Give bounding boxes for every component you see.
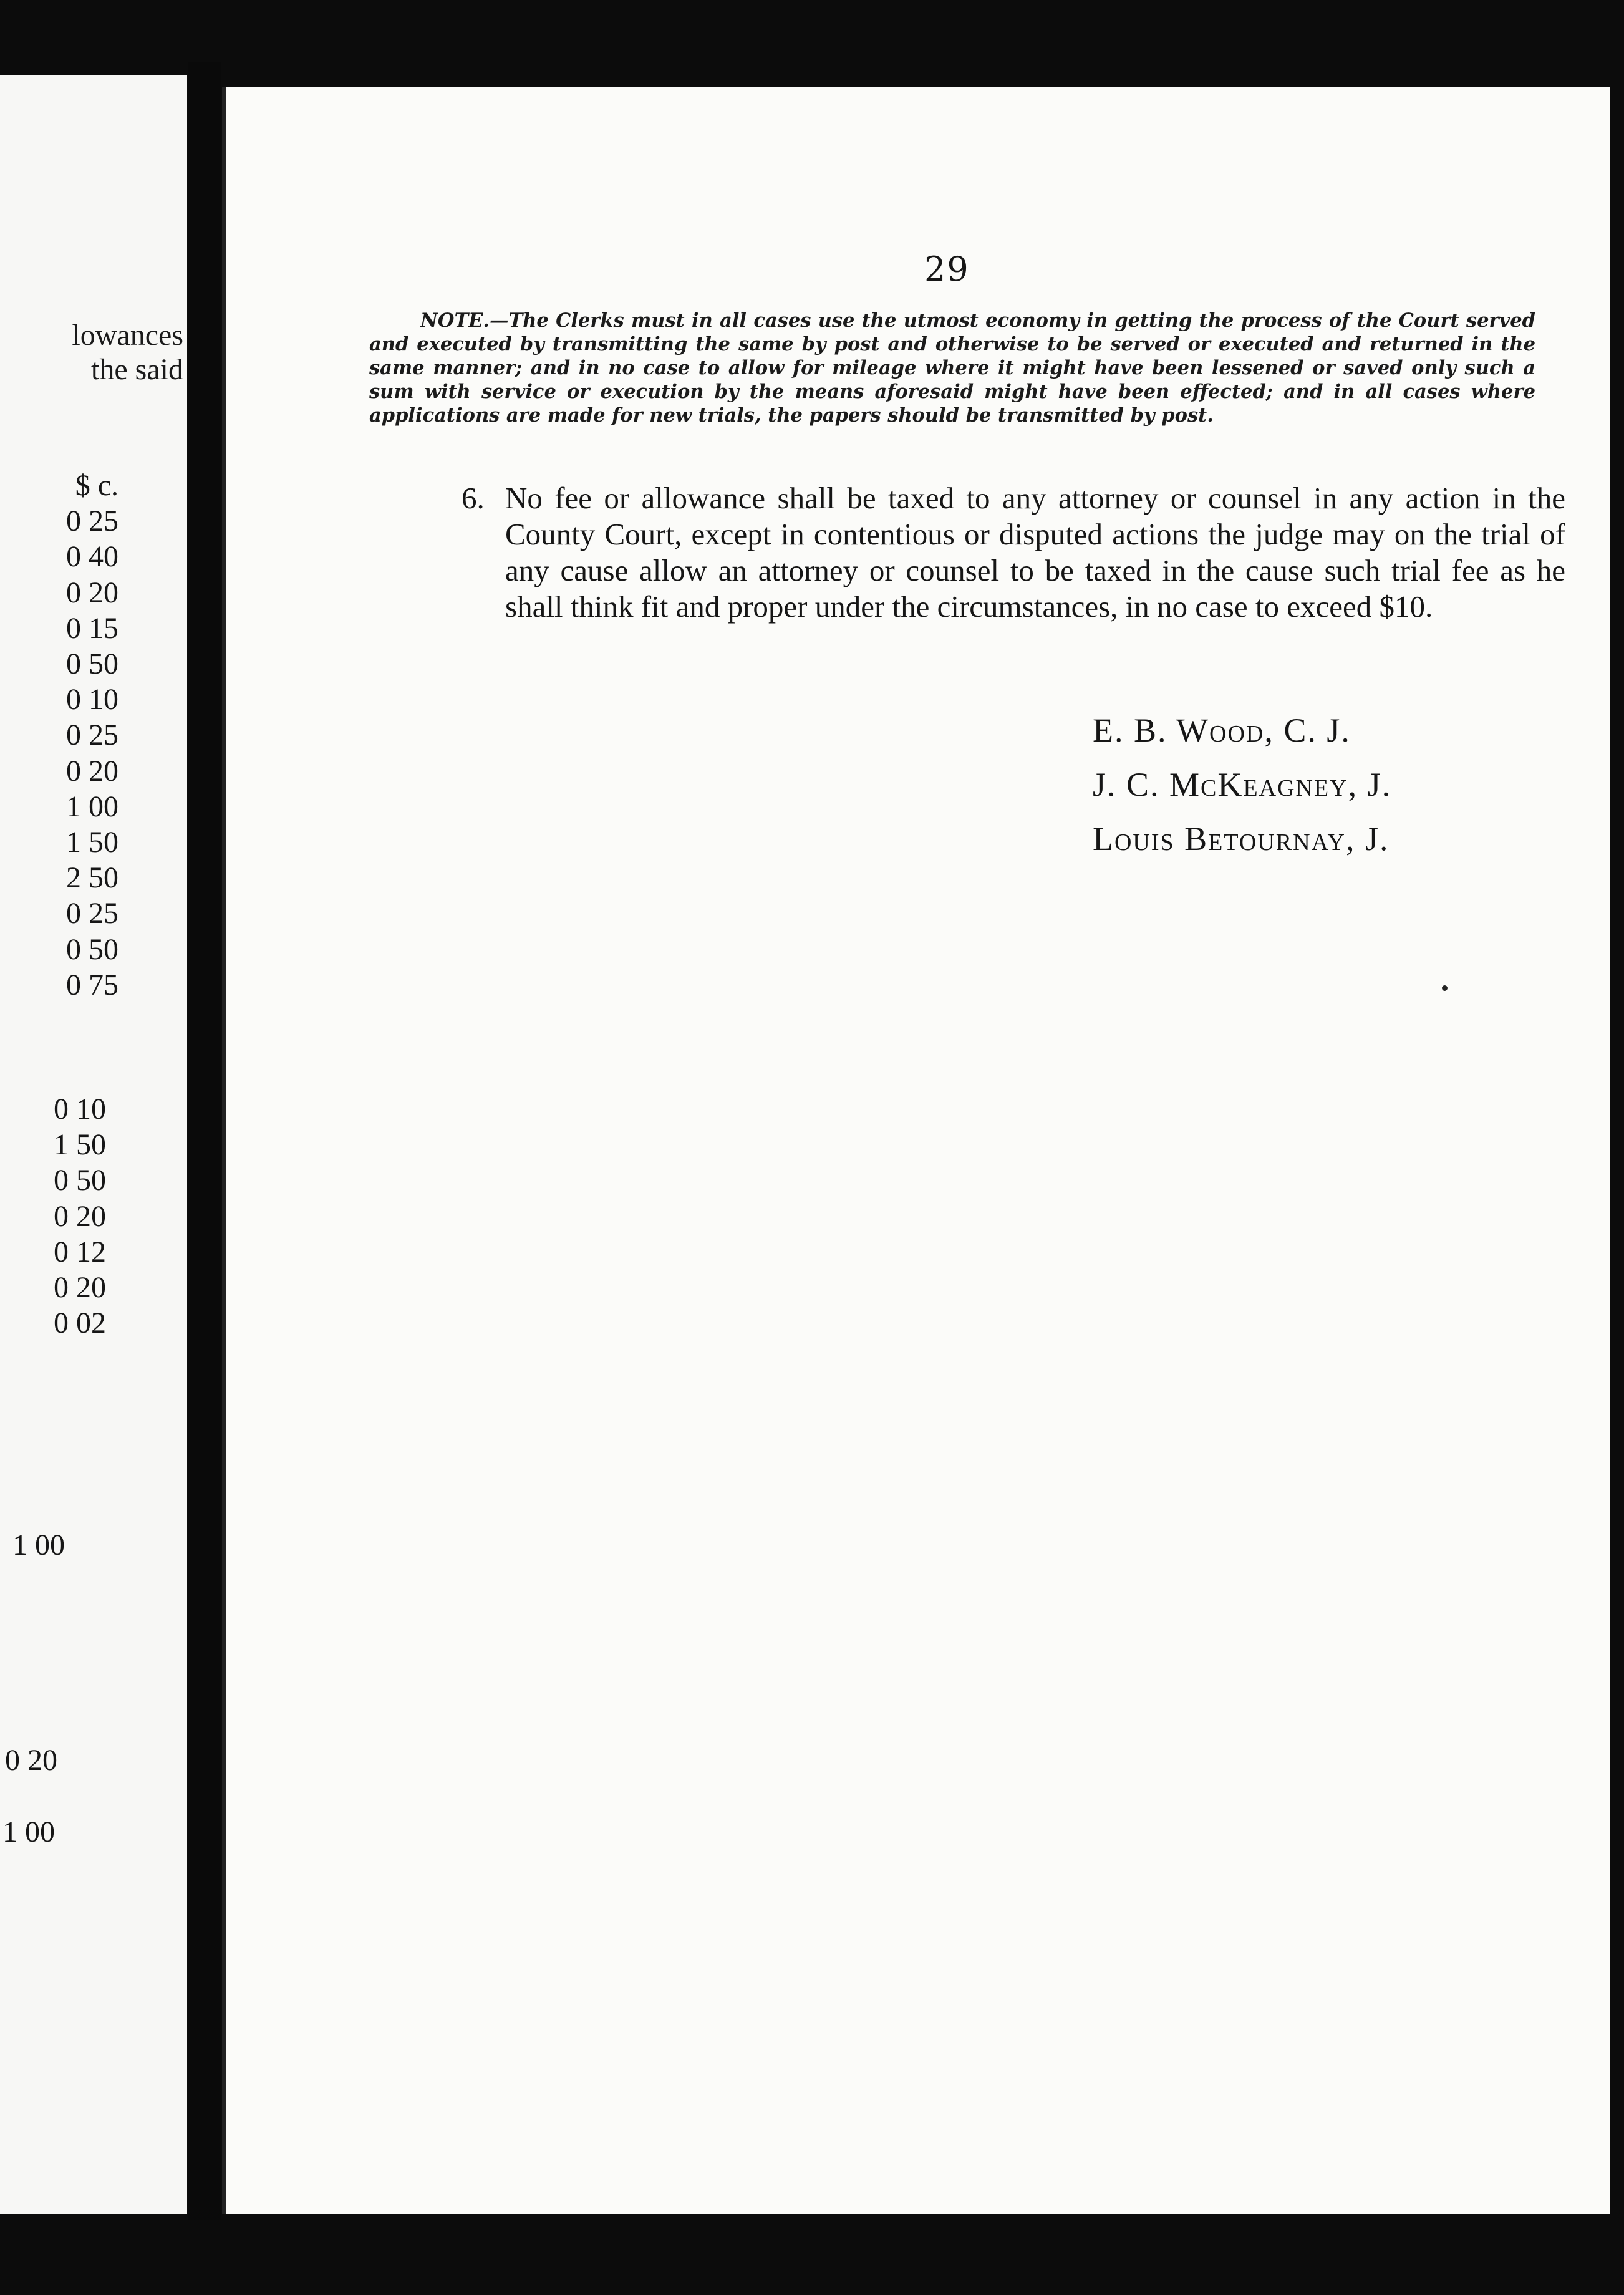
amount: 0 50 <box>66 647 118 681</box>
signature-line: E. B. Wood, C. J. <box>1093 712 1351 749</box>
amount: 2 50 <box>66 861 118 895</box>
note-text: —The Clerks must in all cases use the utmost economy in getting the process of the Court served and executed by transmitting the same by post and otherwise to be served or executed and returned in the same manner; and in no case to allow for mileage where it might have been lessened or saved only such a sum with service or execution by the means aforesaid might have been effected; and in all cases where applications are made for new trials, the papers should be transmitted by post. <box>369 309 1535 427</box>
note-block <box>369 309 1535 427</box>
paragraph-text: No fee or allowance shall be taxed to any attorney or counsel in any action in the County Court, except in contentious or disputed actions the judge may on the trial of any cause allow an attorney or counsel to be taxed in the cause such trial fee as he shall think fit and proper under the circumstances, in no case to exceed $10. <box>505 481 1565 624</box>
amount: 0 20 <box>66 576 118 609</box>
amount: 0 20 <box>66 754 118 788</box>
left-page-heading-fragment: the said <box>91 353 183 386</box>
amount: 0 75 <box>66 968 118 1002</box>
amount: 0 25 <box>66 897 118 930</box>
paragraph-number: 6. <box>462 481 485 515</box>
amount: 0 50 <box>66 932 118 966</box>
amount: 0 25 <box>66 505 118 538</box>
amount: 1 00 <box>66 790 118 823</box>
amount: 0 50 <box>54 1164 106 1197</box>
amount: 0 40 <box>66 540 118 574</box>
amount: 0 20 <box>5 1744 57 1777</box>
amount: 0 10 <box>54 1093 106 1126</box>
amount: 0 25 <box>66 718 118 752</box>
right-page <box>222 87 1610 2214</box>
signature-line: J. C. McKeagney, J. <box>1093 766 1392 803</box>
note-label: NOTE. <box>420 309 490 332</box>
amount: 0 20 <box>54 1199 106 1233</box>
amount: 1 50 <box>66 826 118 859</box>
amount: 0 02 <box>54 1307 106 1340</box>
amount: 0 20 <box>54 1271 106 1305</box>
amounts-column-1 <box>66 468 118 1003</box>
amount: 1 00 <box>12 1529 65 1562</box>
ink-speck <box>1442 985 1448 991</box>
page-number: 29 <box>924 249 970 289</box>
left-page <box>0 75 187 2214</box>
rule-paragraph <box>462 480 1565 625</box>
signature-line: Louis Betournay, J. <box>1093 820 1390 858</box>
amounts-column-2 <box>54 1091 106 1341</box>
amount: 1 50 <box>54 1128 106 1162</box>
amount: 0 10 <box>66 683 118 717</box>
left-page-heading-fragment: lowances <box>72 319 183 352</box>
currency-header: $ c. <box>75 469 118 502</box>
amount: 0 15 <box>66 611 118 645</box>
page-gutter <box>188 62 221 2220</box>
amount: 1 00 <box>2 1815 55 1848</box>
amount: 0 12 <box>54 1235 106 1268</box>
